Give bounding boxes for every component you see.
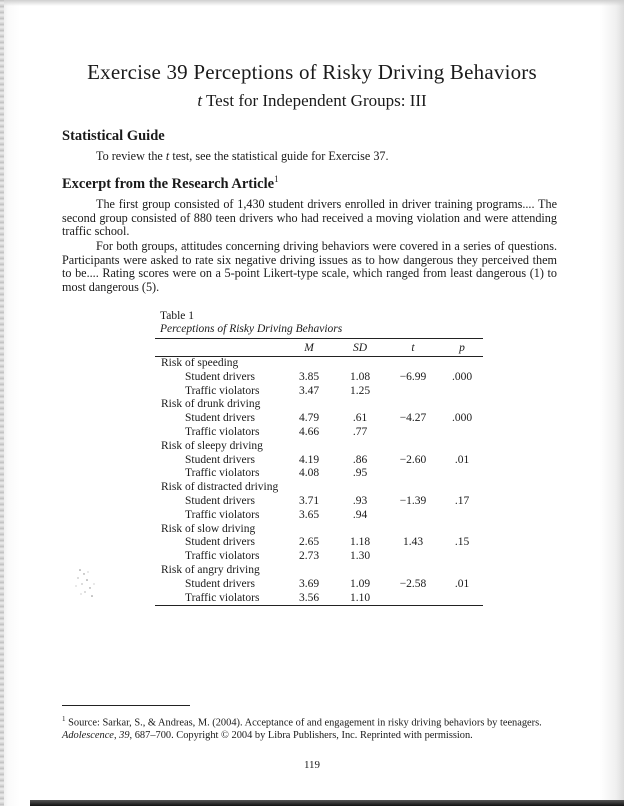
cell-p: .000 <box>451 370 473 383</box>
table-row <box>155 495 483 509</box>
row-label: Traffic violators <box>185 550 260 563</box>
cell-t <box>385 592 441 606</box>
col-header-p: p <box>441 339 483 357</box>
cell-sd: .94 <box>352 508 368 521</box>
table-row <box>155 578 483 592</box>
table-row <box>155 467 483 481</box>
scan-top-shadow <box>0 0 624 6</box>
footnote-source: Source: Sarkar, S., & Andreas, M. (2004). Acceptance of and engagement in risky driving behaviors by teenagers. <box>68 717 542 729</box>
row-label: Traffic violators <box>155 592 283 606</box>
group-label: Risk of angry driving <box>161 563 260 576</box>
cell-p: .01 <box>454 453 470 466</box>
guide-text-before: To review the <box>96 149 166 163</box>
scan-speckle-mark <box>72 566 102 600</box>
excerpt-paragraph-1 <box>62 198 557 239</box>
cell-sd: .95 <box>352 467 368 480</box>
row-label: Traffic violators <box>185 384 260 397</box>
statistical-guide-text <box>96 149 389 164</box>
group-row <box>155 357 483 371</box>
cell-sd: .77 <box>352 425 368 438</box>
statistical-guide-heading: Statistical Guide <box>62 128 165 144</box>
scan-bottom-edge <box>30 800 624 806</box>
cell-m: 2.65 <box>298 536 320 549</box>
cell-m: 4.79 <box>298 412 320 425</box>
cell-sd: 1.10 <box>335 592 385 606</box>
table-row <box>155 454 483 468</box>
cell-t: 1.43 <box>402 536 424 549</box>
cell-p: .000 <box>451 412 473 425</box>
row-label: Traffic violators <box>185 467 260 480</box>
row-label: Student drivers <box>185 412 255 425</box>
cell-m: 4.66 <box>298 425 320 438</box>
cell-t: −1.39 <box>399 494 427 507</box>
row-label: Traffic violators <box>185 508 260 521</box>
table-row <box>155 509 483 523</box>
cell-p <box>441 467 483 481</box>
table-row <box>155 371 483 385</box>
cell-sd: 1.09 <box>349 577 371 590</box>
table-row <box>155 385 483 399</box>
cell-m: 3.65 <box>298 508 320 521</box>
cell-p <box>441 509 483 523</box>
cell-m: 3.69 <box>298 577 320 590</box>
guide-text-after: test, see the statistical guide for Exercise 37. <box>169 149 389 163</box>
excerpt-paragraph-2 <box>62 240 557 294</box>
cell-p <box>441 592 483 606</box>
cell-p <box>441 550 483 564</box>
cell-p: .01 <box>454 577 470 590</box>
row-label: Student drivers <box>185 577 255 590</box>
cell-t <box>385 385 441 399</box>
cell-sd: .61 <box>352 412 368 425</box>
page-subtitle <box>0 91 624 111</box>
group-label: Risk of distracted driving <box>161 481 279 494</box>
table-row <box>155 426 483 440</box>
cell-t <box>385 426 441 440</box>
group-row <box>155 523 483 537</box>
para2-text: For both groups, attitudes concerning driving behaviors were covered in a series of questions. Participants were asked to rate six negative driving issues as to how dangerous they perceived them to be.... Rating scores were on a 5-point Likert-type scale, which ranged from least dangerous (1) to most dangerous (5). <box>62 239 557 294</box>
group-label: Risk of drunk driving <box>161 398 261 411</box>
cell-t: −4.27 <box>399 412 427 425</box>
page-title: Exercise 39 Perceptions of Risky Driving Behaviors <box>87 60 537 84</box>
source-footnote: $^1$ Source: Sarkar, S., & Andreas, M. (2004). Acceptance of and engagement in risky driving behaviors by teenagers. Adolescence, 39, 687–700. Copyright © 2004 by Libra Publishers, Inc. Reprinted with permission. <box>62 715 542 742</box>
cell-sd: 1.18 <box>349 536 371 549</box>
cell-m: 4.08 <box>298 467 320 480</box>
footnote-marker: 1 <box>62 715 66 723</box>
footnote-rule <box>62 705 190 706</box>
cell-sd: 1.25 <box>349 384 371 397</box>
footnote-journal: Adolescence <box>62 730 114 742</box>
row-label: Traffic violators <box>185 425 260 438</box>
excerpt-heading-text: Excerpt from the Research Article <box>62 176 275 192</box>
footnote-rest: , 687–700. Copyright © 2004 by Libra Publishers, Inc. Reprinted with permission. <box>129 730 473 742</box>
table-row <box>155 550 483 564</box>
row-label: Student drivers <box>185 453 255 466</box>
cell-sd: 1.08 <box>349 370 371 383</box>
group-row <box>155 481 483 495</box>
results-table <box>155 338 483 606</box>
subtitle-t: t <box>197 91 203 110</box>
group-row <box>155 564 483 578</box>
table-header-row <box>155 339 483 357</box>
para1-text: The first group consisted of 1,430 student drivers enrolled in driver training programs.... The second group consisted of 880 teen drivers who had received a moving violation and were attending traffic school. <box>62 197 557 238</box>
guide-text-t: t <box>165 149 170 163</box>
scan-left-edge <box>0 0 4 806</box>
table-row <box>155 412 483 426</box>
group-label: Risk of sleepy driving <box>161 439 263 452</box>
table-row <box>155 536 483 550</box>
col-header-t: t <box>385 339 441 357</box>
group-row <box>155 398 483 412</box>
row-label: Student drivers <box>185 536 255 549</box>
row-label: Student drivers <box>185 494 255 507</box>
cell-m: 3.56 <box>283 592 335 606</box>
group-row <box>155 440 483 454</box>
page-number: 119 <box>303 759 321 771</box>
col-header-m: M <box>283 339 335 357</box>
footnote-volume: 39 <box>119 730 130 742</box>
cell-sd: 1.30 <box>349 550 371 563</box>
excerpt-heading <box>62 176 279 193</box>
cell-m: 3.71 <box>298 494 320 507</box>
cell-sd: .93 <box>352 494 368 507</box>
cell-p <box>441 385 483 399</box>
cell-p: .17 <box>454 494 470 507</box>
cell-t <box>385 550 441 564</box>
cell-p: .15 <box>454 536 470 549</box>
group-label: Risk of slow driving <box>161 522 256 535</box>
excerpt-footnote-marker: 1 <box>274 174 279 185</box>
cell-t: −6.99 <box>399 370 427 383</box>
cell-t: −2.58 <box>399 577 427 590</box>
table-label: Table 1 <box>160 310 195 322</box>
col-header-sd: SD <box>335 339 385 357</box>
cell-sd: .86 <box>352 453 368 466</box>
cell-m: 2.73 <box>298 550 320 563</box>
row-label: Student drivers <box>185 370 255 383</box>
cell-p <box>441 426 483 440</box>
cell-t <box>385 509 441 523</box>
group-label: Risk of speeding <box>161 357 239 369</box>
col-header-label <box>155 339 283 357</box>
cell-m: 3.47 <box>298 384 320 397</box>
cell-m: 4.19 <box>298 453 320 466</box>
cell-t: −2.60 <box>399 453 427 466</box>
cell-t <box>385 467 441 481</box>
table-row <box>155 592 483 606</box>
cell-m: 3.85 <box>298 370 320 383</box>
table-title: Perceptions of Risky Driving Behaviors <box>160 323 343 335</box>
subtitle-rest: Test for Independent Groups: III <box>202 91 427 110</box>
